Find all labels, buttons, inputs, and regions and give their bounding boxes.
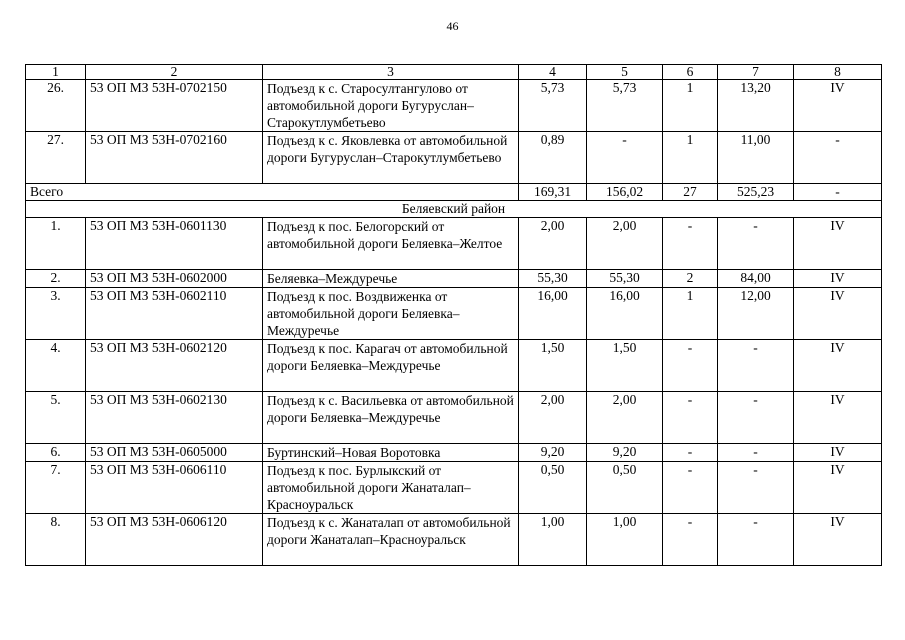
total-row <box>26 184 882 201</box>
row-number: 8. <box>26 514 86 566</box>
cell-8: IV <box>794 444 882 462</box>
cell-4: 5,73 <box>519 80 587 132</box>
header-cell-5: 5 <box>587 65 663 80</box>
total-cell-8: - <box>794 184 882 201</box>
cell-8: IV <box>794 340 882 392</box>
header-cell-4: 4 <box>519 65 587 80</box>
table-row <box>26 218 882 270</box>
road-name: Беляевка–Междуречье <box>263 270 519 288</box>
road-code: 53 ОП МЗ 53Н-0602130 <box>86 392 263 444</box>
cell-6: - <box>663 340 718 392</box>
cell-8: IV <box>794 392 882 444</box>
cell-7: 84,00 <box>718 270 794 288</box>
cell-5: 0,50 <box>587 462 663 514</box>
header-cell-7: 7 <box>718 65 794 80</box>
cell-8: IV <box>794 270 882 288</box>
table-row <box>26 132 882 184</box>
road-name: Подъезд к с. Яковлевка от автомобильной дороги Бугуруслан–Старокутлумбетьево <box>263 132 519 184</box>
cell-8: IV <box>794 80 882 132</box>
road-code: 53 ОП МЗ 53Н-0606120 <box>86 514 263 566</box>
road-name: Подъезд к пос. Белогорский от автомобильной дороги Беляевка–Желтое <box>263 218 519 270</box>
cell-8: IV <box>794 288 882 340</box>
road-name: Буртинский–Новая Воротовка <box>263 444 519 462</box>
header-cell-1: 1 <box>26 65 86 80</box>
road-code: 53 ОП МЗ 53Н-0702160 <box>86 132 263 184</box>
road-code: 53 ОП МЗ 53Н-0602120 <box>86 340 263 392</box>
cell-5: 1,00 <box>587 514 663 566</box>
table-row <box>26 288 882 340</box>
cell-4: 0,89 <box>519 132 587 184</box>
roads-table <box>25 64 882 566</box>
cell-7: 12,00 <box>718 288 794 340</box>
cell-5: 5,73 <box>587 80 663 132</box>
table-row <box>26 270 882 288</box>
row-number: 4. <box>26 340 86 392</box>
cell-7: - <box>718 218 794 270</box>
table-row <box>26 462 882 514</box>
header-row <box>26 65 882 80</box>
cell-5: 2,00 <box>587 392 663 444</box>
cell-5: 16,00 <box>587 288 663 340</box>
cell-5: - <box>587 132 663 184</box>
cell-4: 0,50 <box>519 462 587 514</box>
section-title: Беляевский район <box>26 201 882 218</box>
row-number: 1. <box>26 218 86 270</box>
cell-6: 1 <box>663 288 718 340</box>
row-number: 27. <box>26 132 86 184</box>
cell-6: - <box>663 462 718 514</box>
cell-4: 1,50 <box>519 340 587 392</box>
total-cell-5: 156,02 <box>587 184 663 201</box>
road-name: Подъезд к с. Жанаталап от автомобильной дороги Жанаталап–Красноуральск <box>263 514 519 566</box>
cell-7: - <box>718 392 794 444</box>
road-name: Подъезд к пос. Карагач от автомобильной дороги Беляевка–Междуречье <box>263 340 519 392</box>
road-code: 53 ОП МЗ 53Н-0702150 <box>86 80 263 132</box>
cell-5: 2,00 <box>587 218 663 270</box>
road-code: 53 ОП МЗ 53Н-0602000 <box>86 270 263 288</box>
road-name: Подъезд к с. Старосултангулово от автомобильной дороги Бугуруслан–Старокутлумбетьево <box>263 80 519 132</box>
cell-8: IV <box>794 462 882 514</box>
cell-8: IV <box>794 218 882 270</box>
cell-5: 1,50 <box>587 340 663 392</box>
row-number: 7. <box>26 462 86 514</box>
cell-8: - <box>794 132 882 184</box>
total-cell-4: 169,31 <box>519 184 587 201</box>
cell-5: 55,30 <box>587 270 663 288</box>
total-cell-6: 27 <box>663 184 718 201</box>
cell-5: 9,20 <box>587 444 663 462</box>
section-row <box>26 201 882 218</box>
cell-7: - <box>718 514 794 566</box>
road-code: 53 ОП МЗ 53Н-0605000 <box>86 444 263 462</box>
cell-6: - <box>663 514 718 566</box>
cell-8: IV <box>794 514 882 566</box>
row-number: 2. <box>26 270 86 288</box>
cell-6: 2 <box>663 270 718 288</box>
cell-7: - <box>718 462 794 514</box>
cell-6: - <box>663 218 718 270</box>
total-label: Всего <box>26 184 519 201</box>
header-cell-2: 2 <box>86 65 263 80</box>
road-name: Подъезд к пос. Воздвиженка от автомобильной дороги Беляевка–Междуречье <box>263 288 519 340</box>
header-cell-6: 6 <box>663 65 718 80</box>
cell-7: 11,00 <box>718 132 794 184</box>
row-number: 5. <box>26 392 86 444</box>
cell-7: 13,20 <box>718 80 794 132</box>
table-row <box>26 392 882 444</box>
cell-4: 1,00 <box>519 514 587 566</box>
cell-6: 1 <box>663 80 718 132</box>
table-row <box>26 514 882 566</box>
cell-6: - <box>663 392 718 444</box>
header-cell-3: 3 <box>263 65 519 80</box>
road-name: Подъезд к с. Васильевка от автомобильной дороги Беляевка–Междуречье <box>263 392 519 444</box>
table-row <box>26 80 882 132</box>
total-cell-7: 525,23 <box>718 184 794 201</box>
cell-7: - <box>718 444 794 462</box>
row-number: 6. <box>26 444 86 462</box>
cell-4: 2,00 <box>519 218 587 270</box>
cell-4: 55,30 <box>519 270 587 288</box>
row-number: 3. <box>26 288 86 340</box>
page-number: 46 <box>446 19 459 33</box>
road-code: 53 ОП МЗ 53Н-0601130 <box>86 218 263 270</box>
cell-4: 16,00 <box>519 288 587 340</box>
road-name: Подъезд к пос. Бурлыкский от автомобильной дороги Жанаталап–Красноуральск <box>263 462 519 514</box>
cell-6: 1 <box>663 132 718 184</box>
cell-6: - <box>663 444 718 462</box>
table-row <box>26 340 882 392</box>
table-row <box>26 444 882 462</box>
road-code: 53 ОП МЗ 53Н-0602110 <box>86 288 263 340</box>
row-number: 26. <box>26 80 86 132</box>
cell-4: 2,00 <box>519 392 587 444</box>
header-cell-8: 8 <box>794 65 882 80</box>
road-code: 53 ОП МЗ 53Н-0606110 <box>86 462 263 514</box>
cell-4: 9,20 <box>519 444 587 462</box>
cell-7: - <box>718 340 794 392</box>
